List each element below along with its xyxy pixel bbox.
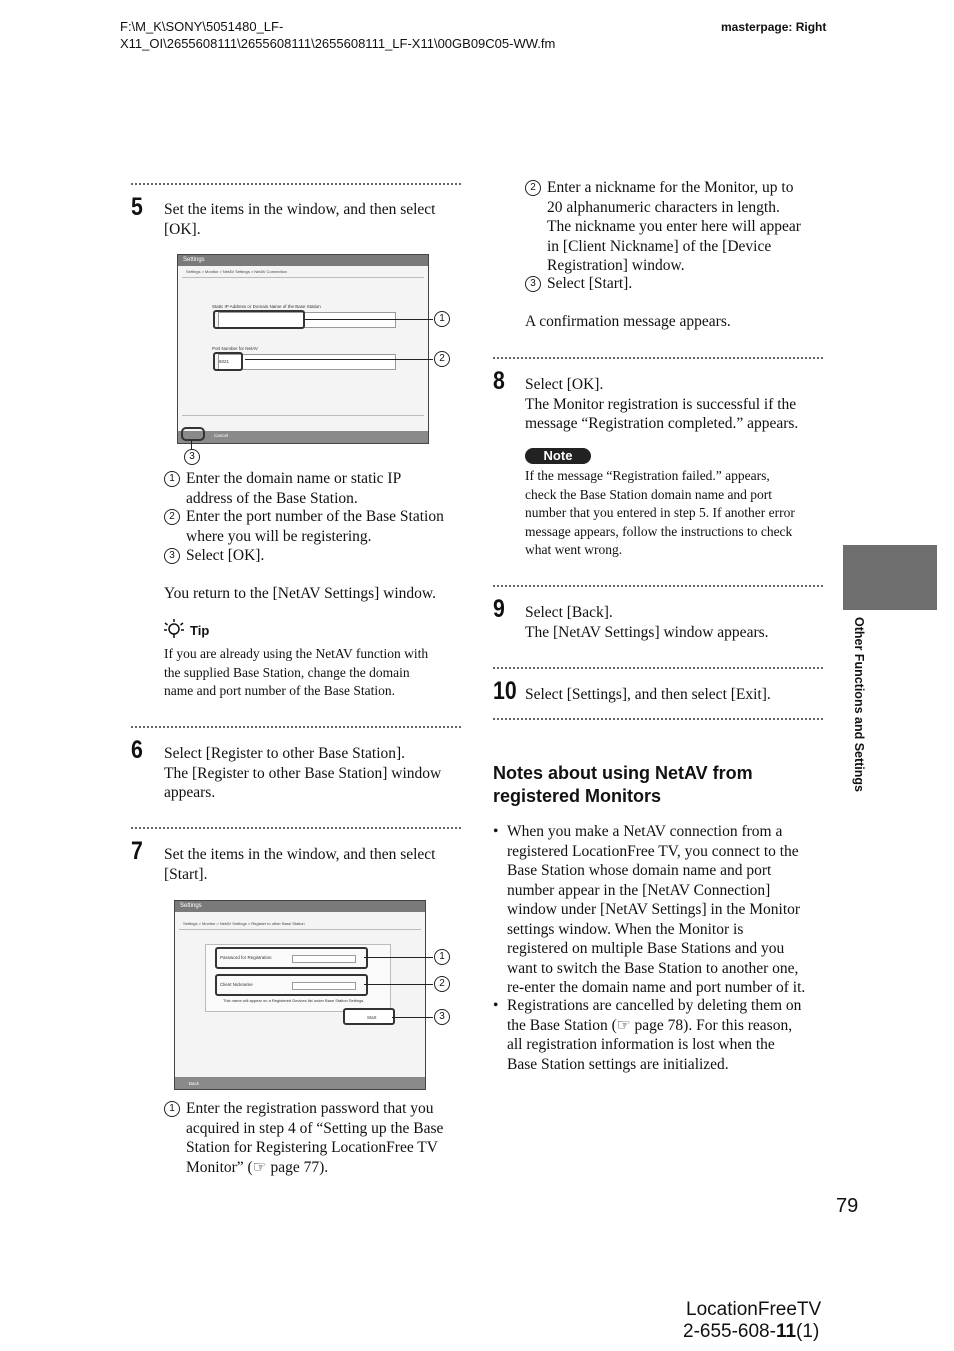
item-number: 2	[525, 180, 541, 196]
tip-label: Tip	[190, 623, 210, 638]
step6-text-line: The [Register to other Base Station] window	[164, 764, 442, 782]
callout-1: 1	[434, 949, 450, 965]
code-bold: 11	[775, 1321, 797, 1342]
step-divider	[493, 585, 823, 587]
chapter-tab	[843, 545, 937, 610]
item-number: 1	[164, 471, 180, 487]
bullet-item-2	[493, 996, 847, 1074]
callout-line	[392, 1017, 433, 1018]
callout-1: 1	[434, 311, 450, 327]
note-text-line: message appears, follow the instructions to check	[525, 523, 793, 539]
callout-line	[305, 319, 433, 320]
nickname-label: Client Nickname	[220, 982, 253, 987]
note-badge: Note	[525, 448, 591, 464]
code-suffix: (1)	[796, 1321, 820, 1342]
item-text-line: address of the Base Station.	[186, 489, 358, 507]
nickname-field[interactable]	[292, 982, 356, 990]
callout-line	[364, 984, 433, 985]
callout-3: 3	[434, 1009, 450, 1025]
tip-text-line: name and port number of the Base Station.	[164, 683, 395, 698]
chapter-tab-label: Other Functions and Settings	[852, 617, 866, 793]
step-divider	[493, 667, 823, 669]
step5-text-line2: [OK].	[164, 220, 201, 238]
bullet-text-line: • Registrations are cancelled by deleting them on	[507, 997, 802, 1014]
step-divider	[493, 357, 823, 359]
screenshot-breadcrumb: Settings > Monitor > NetAV Settings > NetAV Connection	[186, 269, 287, 274]
tip-text	[164, 645, 428, 701]
step8-text-line: The Monitor registration is successful if the	[525, 395, 797, 413]
screenshot-breadcrumb: Settings > Monitor > NetAV Settings > Register to other Base Station	[183, 921, 305, 926]
step-number-6: 6	[131, 736, 143, 764]
step-number-5: 5	[131, 193, 143, 221]
note-text-line: If the message “Registration failed.” appears,	[525, 468, 770, 483]
step5-result: You return to the [NetAV Settings] window.	[164, 585, 436, 602]
step7-item-3	[525, 274, 847, 294]
step-number-9: 9	[493, 595, 505, 623]
screenshot-bottom-bar	[175, 1077, 425, 1089]
product-name: LocationFreeTV	[686, 1299, 822, 1320]
item-text-line: Enter the registration password that you	[186, 1100, 434, 1117]
section-heading	[493, 762, 753, 808]
screenshot-title-bar: Settings	[175, 901, 425, 912]
callout-3: 3	[184, 449, 200, 465]
item-number: 3	[525, 276, 541, 292]
bullet-text-line: re-enter the domain name and port number of it.	[507, 979, 806, 996]
section-heading-line: Notes about using NetAV from	[493, 763, 753, 783]
step-divider	[131, 827, 461, 829]
step10-text: Select [Settings], and then select [Exit].	[525, 686, 771, 703]
bullet-item-1	[493, 822, 847, 998]
item-text-line: Registration] window.	[547, 257, 685, 274]
file-path-line1: F:\M_K\SONY\5051480_LF-	[120, 19, 284, 34]
item-text-line: in [Client Nickname] of the [Device	[547, 237, 772, 255]
step7-item-1	[164, 1099, 486, 1177]
port-value: 5021	[219, 359, 230, 364]
lightbulb-icon	[163, 618, 185, 645]
step-divider	[493, 718, 823, 720]
step9-text-line: Select [Back].	[525, 604, 613, 621]
page-number: 79	[836, 1195, 859, 1217]
callout-2: 2	[434, 351, 450, 367]
callout-2: 2	[434, 976, 450, 992]
step5-text-line1: Set the items in the window, and then select	[164, 201, 436, 218]
port-field[interactable]	[218, 354, 396, 370]
step7-item-2	[525, 178, 847, 276]
step5-item-3	[164, 546, 486, 566]
divider	[182, 415, 424, 416]
item-text-line: Enter a nickname for the Monitor, up to	[547, 179, 794, 196]
bullet-text-line: want to switch the Base Station to another one,	[507, 959, 799, 977]
bullet-text-line: registered LocationFree TV, you connect to the	[507, 842, 799, 860]
screenshot-title-bar: Settings	[178, 255, 428, 266]
item-text-line: Select [Start].	[547, 275, 633, 292]
step7-text	[164, 845, 435, 884]
item-text-line: 20 alphanumeric characters in length.	[547, 198, 780, 216]
netav-connection-screenshot	[177, 254, 429, 444]
item-number: 2	[164, 509, 180, 525]
nickname-hint: This name will appear on a Registered Devices list under Base Station Settings.	[223, 998, 365, 1003]
step8-text-line: Select [OK].	[525, 376, 604, 393]
step8-text-line: message “Registration completed.” appears.	[525, 415, 799, 432]
masterpage-label: masterpage: Right	[721, 20, 827, 34]
port-label: Port Number for NetAV	[212, 346, 258, 351]
bullet-text-line: Base Station settings are initialized.	[507, 1055, 729, 1073]
cancel-button[interactable]: Cancel	[214, 433, 229, 438]
item-text-line: Station for Registering LocationFree TV	[186, 1139, 438, 1156]
domain-field-highlight	[213, 310, 305, 329]
step6-text-line: Select [Register to other Base Station].	[164, 745, 406, 762]
item-text-line: where you will be registering.	[186, 527, 372, 545]
item-number: 3	[164, 548, 180, 564]
callout-line	[364, 957, 433, 958]
step-number-8: 8	[493, 367, 505, 395]
step5-text	[164, 200, 435, 239]
note-text	[525, 467, 795, 560]
password-field[interactable]	[292, 955, 356, 963]
step6-text-line: appears.	[164, 784, 216, 801]
divider	[179, 929, 421, 930]
divider	[182, 277, 424, 278]
code-prefix: 2-655-608-	[683, 1321, 776, 1342]
bullet-text-line: • When you make a NetAV connection from a	[507, 823, 783, 840]
file-path-line2: X11_OI\2655608111\2655608111\2655608111_LF-X11\00GB09C05-WW.fm	[120, 36, 556, 51]
step7-text-line: Set the items in the window, and then select	[164, 846, 436, 863]
item-text-line: Monitor” (☞ page 77).	[186, 1158, 329, 1176]
step9-text	[525, 603, 769, 642]
bullet-text-line: the Base Station (☞ page 78). For this reason,	[507, 1016, 793, 1034]
item-text-line: Select [OK].	[186, 547, 265, 564]
domain-label: Static IP Address or Domain Name of the Base Station	[212, 304, 321, 309]
step7-result: A confirmation message appears.	[525, 313, 731, 330]
step5-item-2	[164, 507, 486, 546]
note-text-line: check the Base Station domain name and port	[525, 486, 773, 502]
step7-text-line: [Start].	[164, 865, 208, 883]
note-text-line: what went wrong.	[525, 542, 623, 557]
bullet-text-line: window under [NetAV Settings] in the Monitor	[507, 901, 801, 918]
step-number-10: 10	[493, 677, 517, 705]
item-text-line: Enter the domain name or static IP	[186, 470, 402, 487]
note-text-line: number that you entered in step 5. If another error	[525, 505, 795, 520]
item-number: 1	[164, 1101, 180, 1117]
product-code	[683, 1321, 821, 1343]
callout-line	[245, 359, 433, 360]
step-number-7: 7	[131, 837, 143, 865]
bullet-text-line: settings window. When the Monitor is	[507, 920, 744, 938]
item-text-line: Enter the port number of the Base Station	[186, 508, 444, 525]
back-button[interactable]: Back	[189, 1081, 200, 1086]
step-divider	[131, 183, 461, 185]
ok-button-highlight	[181, 427, 205, 441]
step-divider	[131, 726, 461, 728]
file-path-header	[120, 18, 555, 52]
item-text-line: acquired in step 4 of “Setting up the Base	[186, 1119, 444, 1137]
footer	[683, 1299, 822, 1343]
item-text-line: The nickname you enter here will appear	[547, 218, 801, 235]
step6-text	[164, 744, 441, 803]
section-heading-line: registered Monitors	[493, 786, 662, 806]
start-button-label: Start	[367, 1015, 377, 1020]
step5-item-1	[164, 469, 486, 508]
tip-text-line: the supplied Base Station, change the domain	[164, 664, 410, 680]
tip-text-line: If you are already using the NetAV function with	[164, 646, 429, 661]
bullet-text-line: all registration information is lost when the	[507, 1036, 775, 1053]
bullet-text-line: number appear in the [NetAV Connection]	[507, 881, 771, 899]
bullet-text-line: registered on multiple Base Stations and you	[507, 940, 785, 957]
register-base-station-screenshot	[174, 900, 426, 1090]
bullet-text-line: Base Station whose domain name and port	[507, 862, 772, 879]
password-label: Password for Registration	[220, 955, 272, 960]
step8-text	[525, 375, 798, 434]
step9-text-line: The [NetAV Settings] window appears.	[525, 623, 769, 641]
